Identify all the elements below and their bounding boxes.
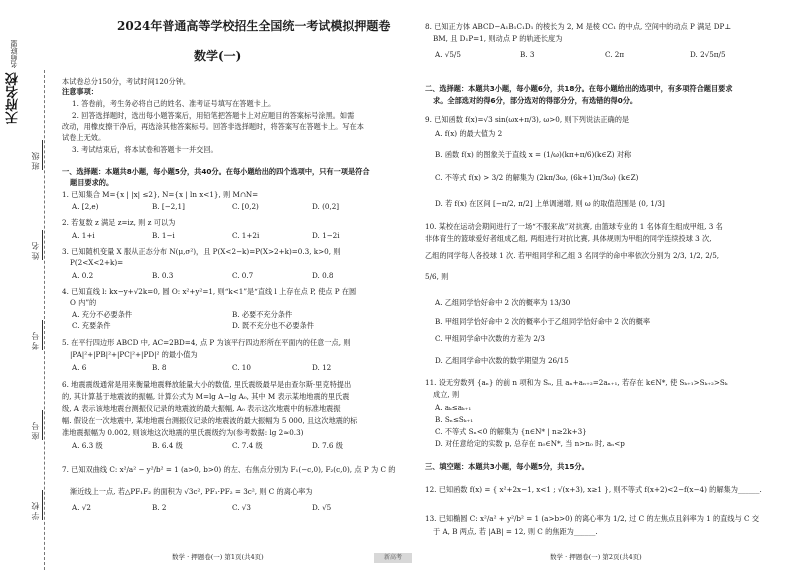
option: B. 函数 f(x) 的图象关于直线 x = (1/ω)(kπ+π/6)(k∈Z) 对称 <box>435 150 632 159</box>
question-stem: 5/6, 则 <box>425 272 449 281</box>
strip-label-name: 姓名 <box>31 240 40 260</box>
option: B. 必要不充分条件 <box>232 310 293 319</box>
option: D. (0,2] <box>312 202 340 211</box>
question-stem: 3. 已知随机变量 X 服从正态分布 N(μ,σ²)，且 P(X<2−k)=P(X>2+k)=0.3, k>0, 则 <box>62 247 341 256</box>
section-heading: 题目要求的。 <box>70 178 114 187</box>
option: C. √3 <box>232 503 251 512</box>
cut-line <box>44 70 45 570</box>
strip-label-school: 学校 <box>31 500 40 520</box>
option: B. 1−i <box>152 231 175 240</box>
option: C. 甲组同学命中次数的方差为 2/3 <box>435 334 545 343</box>
option: C. [0,2) <box>232 202 259 211</box>
question-stem: |PA|²+|PB|²+|PC|²+|PD|² 的最小值为 <box>70 350 198 359</box>
option: A. √5/5 <box>435 50 461 59</box>
question-stem: 2. 若复数 z 满足 z=iz, 则 z 可以为 <box>62 218 176 227</box>
option: D. 12 <box>312 363 332 372</box>
option: C. 充要条件 <box>72 321 111 330</box>
brand-logo: 天府名校 名师联盟 <box>6 40 21 125</box>
note-item: 试卷上无效。 <box>62 133 106 142</box>
option: A. 乙组同学恰好命中 2 次的概率为 13/30 <box>435 298 571 307</box>
option: B. [−2,1] <box>152 202 185 211</box>
question-stem: 8. 已知正方体 ABCD−A₁B₁C₁D₁ 的棱长为 2, M 是棱 CC₁ 的中点, 空间中的动点 P 满足 DP⊥ <box>425 22 732 31</box>
section-heading: 求。全部选对的得6分，部分选对的得部分分，有选错的得0分。 <box>433 96 638 105</box>
option: A. f(x) 的最大值为 2 <box>435 129 503 138</box>
option: C. 10 <box>232 363 251 372</box>
option: C. 7.4 级 <box>232 441 263 450</box>
strip-underline <box>42 140 43 170</box>
page-footer: 数学 · 押题卷(一) 第1页(共4页) <box>172 553 264 561</box>
question-stem: O 内”的 <box>70 298 97 307</box>
note-item: 2. 回答选择题时，选出每小题答案后，用铅笔把答题卡上对应题目的答案标号涂黑。如需 <box>72 111 355 120</box>
question-stem: BM, 且 D₁P=1, 则动点 P 的轨迹长度为 <box>433 34 563 43</box>
page-footer: 数学 · 押题卷(一) 第2页(共4页) <box>550 553 642 561</box>
question-stem: 1. 已知集合 M={x | |x| ≤2}, N={x | ln x<1}, 则 M∩N= <box>62 190 259 199</box>
option: C. 0.7 <box>232 271 254 280</box>
option: B. 2 <box>152 503 167 512</box>
section-heading: 三、填空题：本题共3小题，每小题5分，共15分。 <box>425 462 589 471</box>
question-stem: P(2<X<2+k)= <box>70 258 124 267</box>
question-stem: 幅. 假设在一次地震中, 某地地震台测振仪记录的地震波的最大振幅为 5 000, 且这次地震的标 <box>62 416 358 425</box>
question-stem: 5. 在平行四边形 ABCD 中, AC=2BD=4, 点 P 为该平行四边形所在平面内的任意一点, 则 <box>62 338 351 347</box>
footer-mark: 新高考 <box>374 553 412 563</box>
note-item: 1. 答卷前，考生务必将自己的姓名、准考证号填写在答题卡上。 <box>72 99 276 108</box>
option: C. 1+2i <box>232 231 260 240</box>
question-stem: 成立, 则 <box>433 390 460 399</box>
strip-label-seat: 座号 <box>31 420 40 440</box>
option: A. 1+i <box>72 231 95 240</box>
question-stem: 9. 已知函数 f(x)=√3 sin(ωx+π/3), ω>0, 则下列说法正确的是 <box>425 115 630 124</box>
question-stem: 13. 已知椭圆 C: x²/a² + y²/b² = 1 (a>b>0) 的离心率为 1/2, 过 C 的左焦点且斜率为 1 的直线与 C 交 <box>425 514 760 523</box>
strip-underline <box>42 320 43 350</box>
option: D. 2√5π/5 <box>690 50 726 59</box>
question-stem: 于 A, B 两点, 若 |AB| = 12, 则 C 的焦距为______. <box>433 527 598 536</box>
question-stem: 12. 已知函数 f(x) = { x²+2x−1, x<1 ; √(x+3), x≥1 }, 则不等式 f(x+2)<2−f(x−4) 的解集为______. <box>425 485 762 494</box>
question-stem: 11. 设无穷数列 {aₙ} 的前 n 项和为 Sₙ, 且 aₙ+aₙ₊₂=2aₙ₊₁, 若存在 k∈N*, 使 Sₖ₊₁>Sₖ₊₂>Sₖ <box>425 378 728 387</box>
option: B. Sₙ≤Sₖ₊₁ <box>435 415 474 424</box>
notes-heading: 注意事项： <box>62 87 98 96</box>
note-item: 3. 考试结束后，将本试卷和答题卡一并交回。 <box>72 145 218 154</box>
option: B. 甲组同学恰好命中 2 次的概率小于乙组同学恰好命中 2 次的概率 <box>435 317 651 326</box>
option: D. 若 f(x) 在区间 [−π/2, π/2] 上单调递增, 则 ω 的取值范围是 (0, 1/3] <box>435 199 665 208</box>
option: D. 乙组同学命中次数的数学期望为 26/15 <box>435 356 569 365</box>
option: B. 0.3 <box>152 271 174 280</box>
option: A. [2,e) <box>72 202 99 211</box>
option: C. 2π <box>605 50 625 59</box>
option: D. 7.6 级 <box>312 441 343 450</box>
question-stem: 6. 地震震级通常是用来衡量地震释放能量大小的数值, 里氏震级最早是由查尔斯·里克特提出 <box>62 380 352 389</box>
option: A. 充分不必要条件 <box>72 310 133 319</box>
option: A. √2 <box>72 503 91 512</box>
option: B. 3 <box>520 50 535 59</box>
option: B. 8 <box>152 363 167 372</box>
strip-label-id: 考号 <box>31 330 40 350</box>
option: C. 不等式 f(x) > 3/2 的解集为 (2kπ/3ω, (6k+1)π/3ω) (k∈Z) <box>435 173 639 182</box>
strip-underline <box>42 410 43 440</box>
exam-info: 本试卷总分150分，考试时间120分钟。 <box>62 77 191 86</box>
option: A. 6 <box>72 363 87 372</box>
strip-underline <box>42 230 43 260</box>
question-stem: 准地震振幅为 0.002, 则该地这次地震的里氏震级约为(参考数据: lg 2≈0.3) <box>62 428 304 437</box>
option: D. 1−2i <box>312 231 340 240</box>
section-heading: 一、选择题：本题共8小题，每小题5分，共40分。在每小题给出的四个选项中，只有一项是符合 <box>62 167 370 176</box>
question-stem: 级, A 表示该地地震台测振仪记录的地震波的最大振幅, A₀ 表示这次地震中的标准地震振 <box>62 404 341 413</box>
option: B. 6.4 级 <box>152 441 183 450</box>
option: D. 0.8 <box>312 271 334 280</box>
binding-strip <box>0 0 58 576</box>
question-stem: 乙组的同学每人各投球 1 次. 若甲组同学和乙组 3 名同学的命中率依次分别为 2/3, 1/2, 2/5, <box>425 251 720 260</box>
option: A. 6.3 级 <box>72 441 103 450</box>
question-stem: 的, 其计算基于地震波的振幅, 计算公式为 M=lg A−lg A₀, 其中 M 表示某地地震的里氏震 <box>62 392 350 401</box>
exam-title: 2024年普通高等学校招生全国统一考试模拟押题卷 <box>117 19 391 33</box>
option: D. √5 <box>312 503 332 512</box>
section-heading: 二、选择题：本题共3小题，每小题6分，共18分。在每小题给出的选项中，有多项符合题目要求 <box>425 84 733 93</box>
exam-subtitle: 数学(一) <box>194 49 242 63</box>
question-stem: 10. 某校在运动会期间进行了一场“不服来战”对抗赛, 由篮球专业的 1 名体育生组成甲组, 3 名 <box>425 222 723 231</box>
option: C. 不等式 Sₙ<0 的解集为 {n∈N* | n≥2k+3} <box>435 427 587 436</box>
strip-label-class: 班级 <box>31 150 40 170</box>
option: A. 0.2 <box>72 271 94 280</box>
question-stem: 7. 已知双曲线 C: x²/a² − y²/b² = 1 (a>0, b>0) 的左、右焦点分别为 F₁(−c,0), F₂(c,0), 点 P 为 C 的 <box>62 465 396 474</box>
question-stem: 非体育生的篮球爱好者组成乙组, 两组进行对抗比赛, 具体规则为甲组的同学连续投球 3 次, <box>425 234 712 243</box>
option: D. 既不充分也不必要条件 <box>232 321 314 330</box>
option: D. 对任意给定的实数 p, 总存在 n₀∈N*, 当 n>n₀ 时, aₙ<p <box>435 439 625 448</box>
question-stem: 4. 已知直线 l: kx−y+√2k=0, 圆 O: x²+y²=1, 则“k<1”是“直线 l 上存在点 P, 使点 P 在圆 <box>62 287 357 296</box>
note-item: 改动，用橡皮擦干净后，再选涂其他答案标号。回答非选择题时，将答案写在答题卡上。写在本 <box>62 122 364 131</box>
question-stem: 渐近线上一点, 若△PF₁F₂ 的面积为 √3c², PF₁·PF₂ = 3c², 则 C 的离心率为 <box>70 487 313 496</box>
strip-underline <box>42 490 43 520</box>
option: A. aₖ≤aₖ₊₁ <box>435 403 472 412</box>
